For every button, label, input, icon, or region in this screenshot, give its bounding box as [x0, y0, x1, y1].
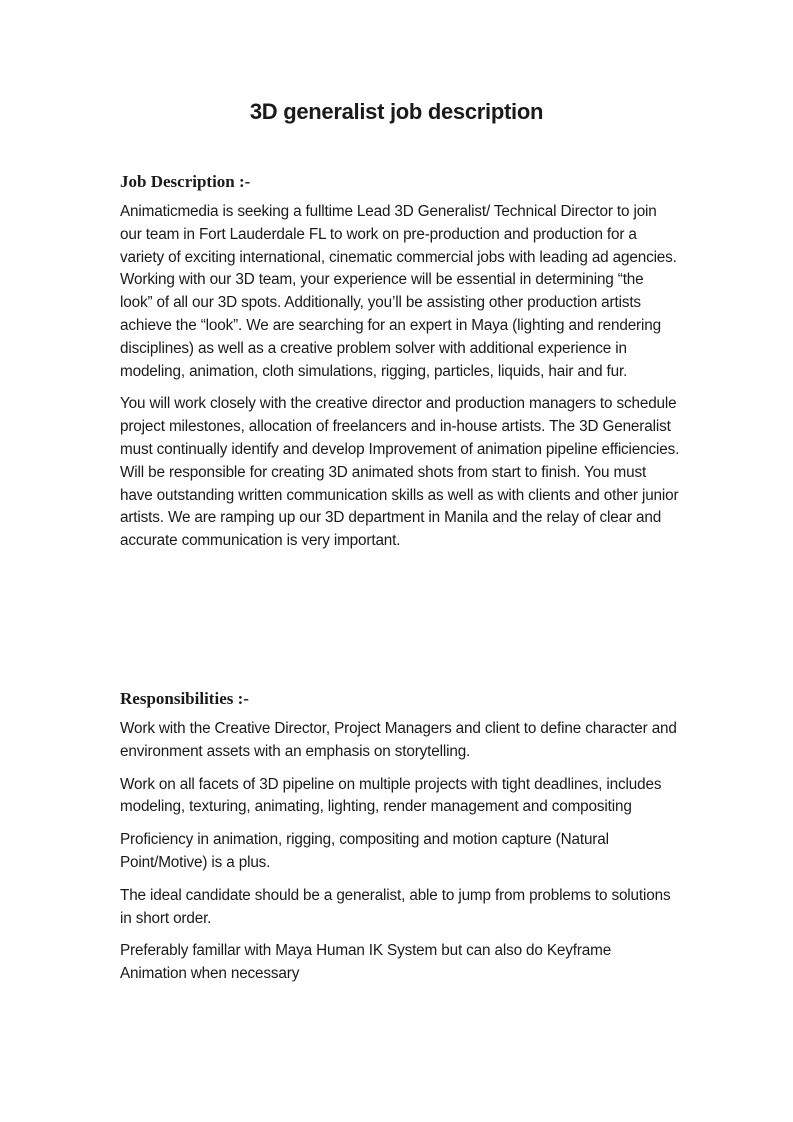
- job-description-heading: Job Description :-: [120, 172, 251, 191]
- responsibility-item: Work with the Creative Director, Project Managers and client to define character and environment assets with an emphasis on storytelling.: [120, 720, 677, 760]
- responsibility-item: The ideal candidate should be a generalist, able to jump from problems to solutions in short order.: [120, 886, 671, 927]
- job-description-section: [120, 171, 680, 563]
- responsibilities-section: [120, 688, 680, 996]
- responsibility-item: Preferably famillar with Maya Human IK System but can also do Keyframe Animation when necessary: [120, 942, 612, 983]
- page-title: 3D generalist job description: [249, 99, 544, 124]
- responsibility-item: Work on all facets of 3D pipeline on multiple projects with tight deadlines, includes modeling, texturing, animating, lighting, render management and compositing: [120, 775, 662, 816]
- responsibilities-heading: Responsibilities :-: [120, 689, 249, 708]
- job-description-paragraph: You will work closely with the creative director and production managers to schedule project milestones, allocation of freelancers and in-house artists. The 3D Generalist must continually identify and develop Improvement of animation pipeline efficiencies. Will be responsible for creating 3D animated shots from start to finish. You must have outstanding written communication skills as well as with clients and other junior artists. We are ramping up our 3D department in Manila and the relay of clear and accurate communication is very important.: [120, 395, 680, 550]
- responsibility-item: Proficiency in animation, rigging, compositing and motion capture (Natural Point/Motive) is a plus.: [120, 831, 609, 871]
- job-description-paragraph: Animaticmedia is seeking a fulltime Lead 3D Generalist/ Technical Director to join our team in Fort Lauderdale FL to work on pre-production and production for a variety of exciting international, cinematic commercial jobs with leading ad agencies. Working with our 3D team, your experience will be essential in determining “the look” of all our 3D spots. Additionally, you’ll be assisting other production artists achieve the “look”. We are searching for an expert in Maya (lighting and rendering disciplines) as well as a creative problem solver with additional experience in modeling, animation, cloth simulations, rigging, particles, liquids, hair and fur.: [120, 203, 677, 380]
